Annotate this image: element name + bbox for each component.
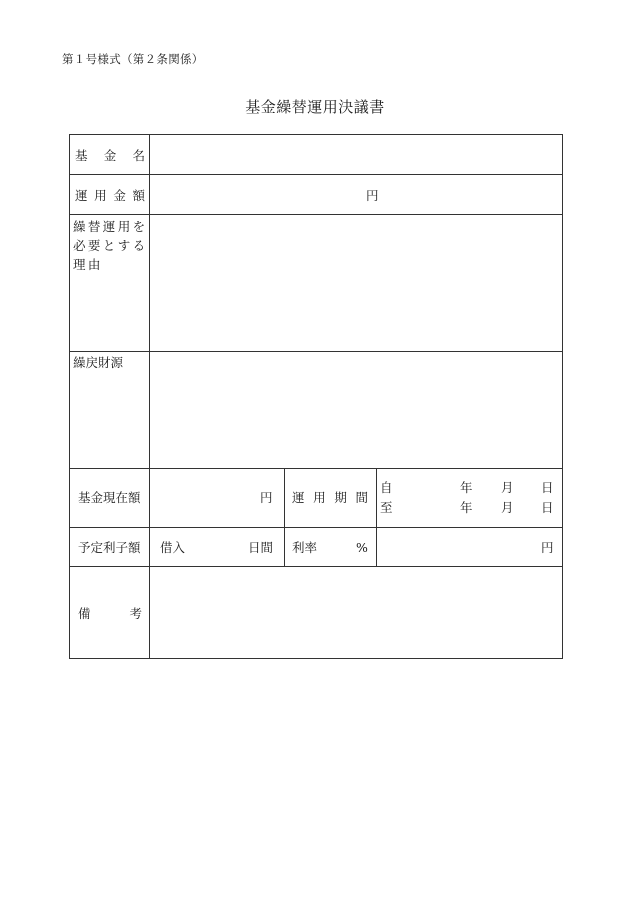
expected-interest-label: 予定利子額 xyxy=(78,540,141,555)
period-to-day: 日 xyxy=(541,500,554,515)
reason-label xyxy=(73,217,148,274)
label-char: 金 xyxy=(103,148,117,163)
repayment-source-label: 繰戻財源 xyxy=(73,355,124,370)
borrow-label: 借入 xyxy=(160,540,186,555)
period-to-month: 月 xyxy=(501,500,514,515)
document-title: 基金繰替運用決議書 xyxy=(245,98,385,116)
period-from-year: 年 xyxy=(460,480,473,495)
label-line: 繰替運用を xyxy=(73,219,148,234)
fund-name-label xyxy=(75,150,145,163)
label-line: 理由 xyxy=(73,257,103,272)
label-char: 名 xyxy=(132,148,145,163)
label-char: 備 xyxy=(78,606,91,621)
label-char: 用 xyxy=(94,188,107,203)
row-divider xyxy=(70,468,562,469)
label-char: 金 xyxy=(113,188,126,203)
label-char: 額 xyxy=(132,188,145,203)
label-char: 運 xyxy=(292,490,305,505)
period-from-day: 日 xyxy=(541,480,554,495)
cell-divider xyxy=(376,468,377,566)
label-line: 必要とする xyxy=(73,238,148,253)
label-char: 期 xyxy=(334,490,347,505)
cell-divider xyxy=(284,468,285,566)
period-from-label: 自 xyxy=(380,480,393,495)
fund-name-field[interactable] xyxy=(150,135,562,174)
period-to-year: 年 xyxy=(460,500,473,515)
interest-rate-percent: % xyxy=(356,540,368,555)
period-from-month: 月 xyxy=(501,480,514,495)
remarks-field[interactable] xyxy=(150,567,562,658)
interest-rate-label: 利率 xyxy=(292,540,318,555)
resolution-form-table xyxy=(69,134,563,659)
label-char: 用 xyxy=(313,490,326,505)
label-char: 考 xyxy=(129,606,142,621)
label-char: 運 xyxy=(75,188,88,203)
period-to-label: 至 xyxy=(380,500,393,515)
borrow-days-unit: 日間 xyxy=(248,540,274,555)
remarks-label xyxy=(78,608,142,621)
label-char: 間 xyxy=(355,490,368,505)
row-divider xyxy=(70,527,562,528)
label-char: 基 xyxy=(75,148,88,163)
reason-field[interactable] xyxy=(150,215,562,351)
form-number: 第１号様式（第２条関係） xyxy=(62,52,204,66)
repayment-source-field[interactable] xyxy=(150,352,562,468)
operation-amount-label xyxy=(75,190,145,203)
row-divider xyxy=(70,174,562,175)
current-fund-amount-label: 基金現在額 xyxy=(78,490,141,505)
operation-period-label xyxy=(292,492,368,505)
amount-yen-unit: 円 xyxy=(366,188,379,203)
current-amount-yen-unit: 円 xyxy=(260,490,273,505)
interest-yen-unit: 円 xyxy=(541,540,554,555)
